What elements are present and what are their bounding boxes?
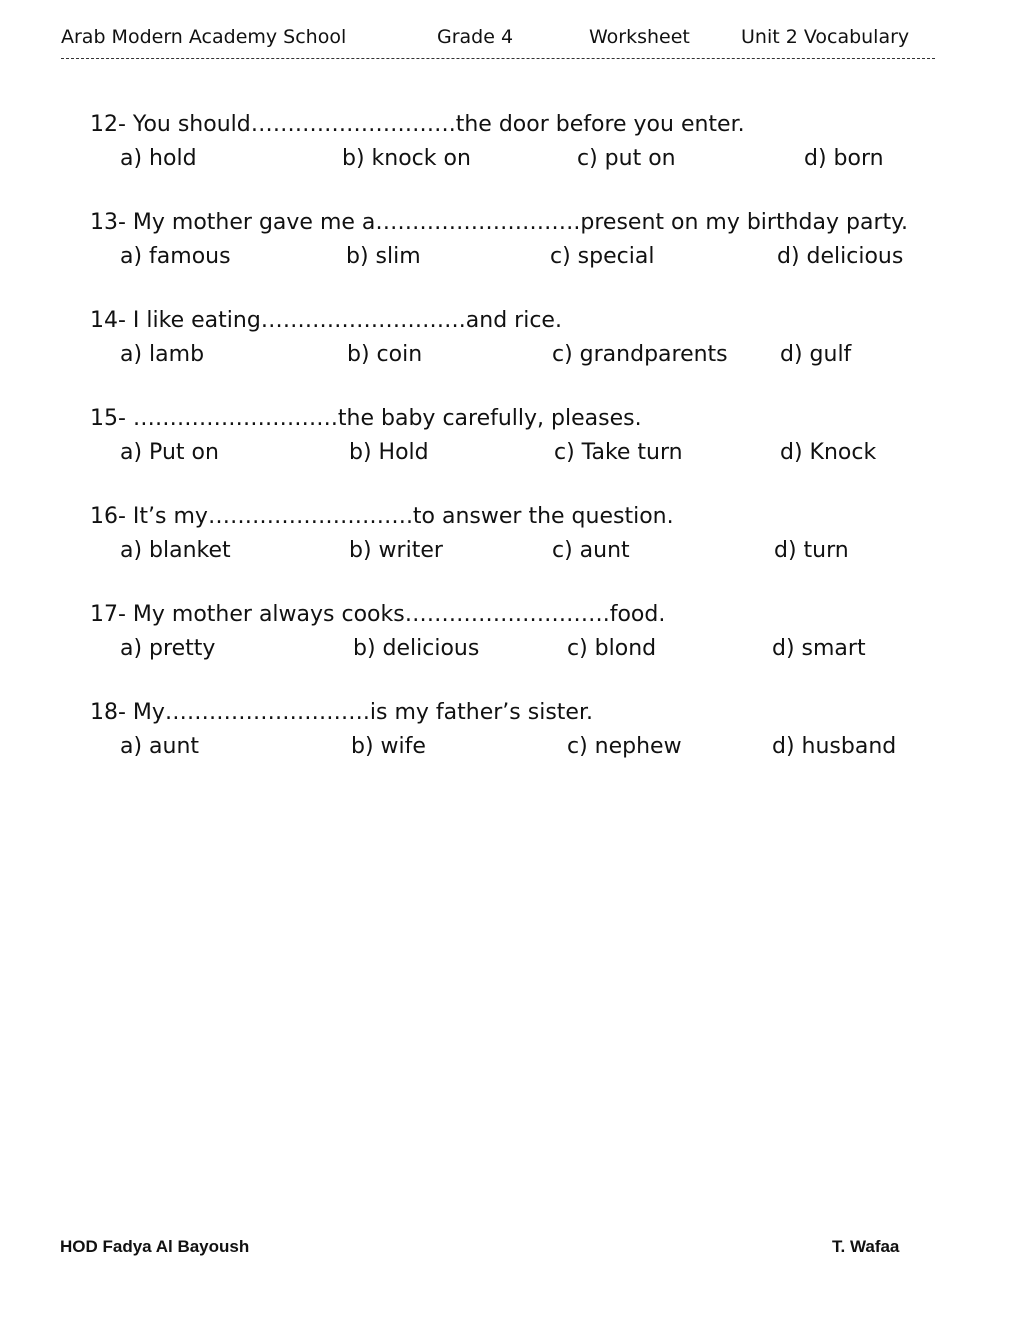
question-text: 12- You should……………………….the door before you enter. xyxy=(90,112,745,137)
question-text: 14- I like eating……………………….and rice. xyxy=(90,308,562,333)
option-b: b) Hold xyxy=(349,440,429,465)
option-d: d) born xyxy=(804,146,884,171)
option-d: d) husband xyxy=(772,734,897,759)
option-c: c) grandparents xyxy=(552,342,728,367)
question-list xyxy=(90,112,970,798)
option-d: d) gulf xyxy=(780,342,852,367)
option-b: b) delicious xyxy=(353,636,480,661)
option-d: d) smart xyxy=(772,636,866,661)
worksheet-label: Worksheet xyxy=(589,26,690,48)
option-c: c) blond xyxy=(567,636,657,661)
option-c: c) put on xyxy=(577,146,676,171)
question-text: 18- My……………………….is my father’s sister. xyxy=(90,700,593,725)
question-17 xyxy=(90,602,970,700)
question-12 xyxy=(90,112,970,210)
question-16 xyxy=(90,504,970,602)
unit-label: Unit 2 Vocabulary xyxy=(741,26,910,48)
question-13 xyxy=(90,210,970,308)
option-c: c) aunt xyxy=(552,538,630,563)
option-d: d) turn xyxy=(774,538,849,563)
question-18 xyxy=(90,700,970,798)
option-a: a) aunt xyxy=(120,734,200,759)
option-a: a) famous xyxy=(120,244,231,269)
option-d: d) Knock xyxy=(780,440,877,465)
option-c: c) nephew xyxy=(567,734,682,759)
question-text: 17- My mother always cooks……………………….food. xyxy=(90,602,666,627)
footer-hod: HOD Fadya Al Bayoush xyxy=(60,1237,250,1256)
option-b: b) wife xyxy=(351,734,426,759)
option-a: a) hold xyxy=(120,146,197,171)
option-c: c) special xyxy=(550,244,655,269)
option-b: b) writer xyxy=(349,538,443,563)
question-text: 15- ……………………….the baby carefully, pleases. xyxy=(90,406,642,431)
option-b: b) coin xyxy=(347,342,423,367)
option-b: b) slim xyxy=(346,244,421,269)
option-a: a) blanket xyxy=(120,538,231,563)
school-name: Arab Modern Academy School xyxy=(61,26,347,48)
footer-teacher: T. Wafaa xyxy=(832,1237,900,1256)
option-c: c) Take turn xyxy=(554,440,683,465)
header-divider xyxy=(61,58,935,59)
question-15 xyxy=(90,406,970,504)
question-text: 13- My mother gave me a……………………….present on my birthday party. xyxy=(90,210,908,235)
option-a: a) lamb xyxy=(120,342,205,367)
question-text: 16- It’s my……………………….to answer the question. xyxy=(90,504,674,529)
option-a: a) Put on xyxy=(120,440,219,465)
option-a: a) pretty xyxy=(120,636,216,661)
worksheet-header xyxy=(61,24,941,52)
option-b: b) knock on xyxy=(342,146,471,171)
option-d: d) delicious xyxy=(777,244,904,269)
grade-label: Grade 4 xyxy=(437,26,514,48)
question-14 xyxy=(90,308,970,406)
